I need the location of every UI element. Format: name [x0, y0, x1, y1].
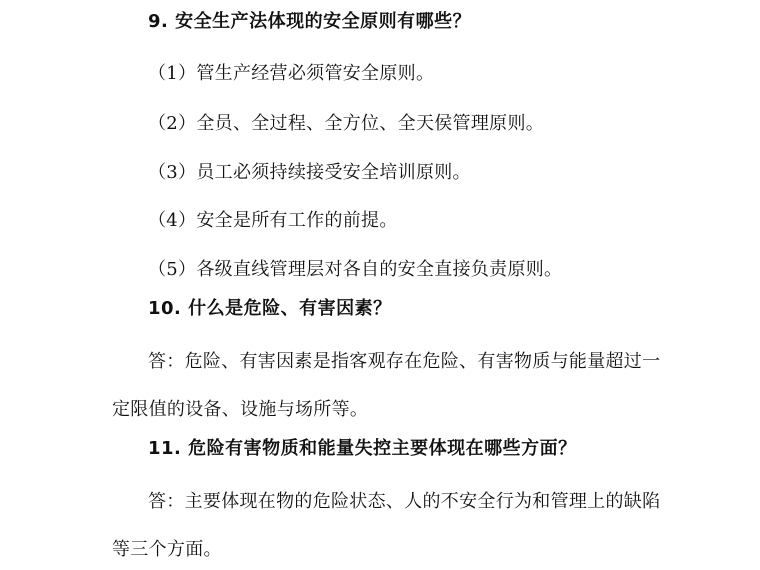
question-10-answer-line-2: 定限值的设备、设施与场所等。 — [112, 399, 369, 420]
question-9-item-3: （3）员工必须持续接受安全培训原则。 — [148, 162, 471, 183]
question-9-item-5: （5）各级直线管理层对各自的安全直接负责原则。 — [148, 259, 563, 280]
question-9-item-1: （1）管生产经营必须管安全原则。 — [148, 63, 435, 84]
question-10-answer-line-1: 答：危险、有害因素是指客观存在危险、有害物质与能量超过一 — [148, 351, 661, 372]
question-11-answer-line-2: 等三个方面。 — [112, 539, 222, 560]
question-11-heading: 11. 危险有害物质和能量失控主要体现在哪些方面？ — [148, 438, 577, 459]
question-9-item-2: （2）全员、全过程、全方位、全天侯管理原则。 — [148, 113, 545, 134]
question-10-heading: 10. 什么是危险、有害因素？ — [148, 298, 392, 319]
question-11-answer-line-1: 答：主要体现在物的危险状态、人的不安全行为和管理上的缺陷 — [148, 491, 661, 512]
question-9-item-4: （4）安全是所有工作的前提。 — [148, 210, 398, 231]
question-9-heading: 9. 安全生产法体现的安全原则有哪些？ — [148, 11, 472, 32]
